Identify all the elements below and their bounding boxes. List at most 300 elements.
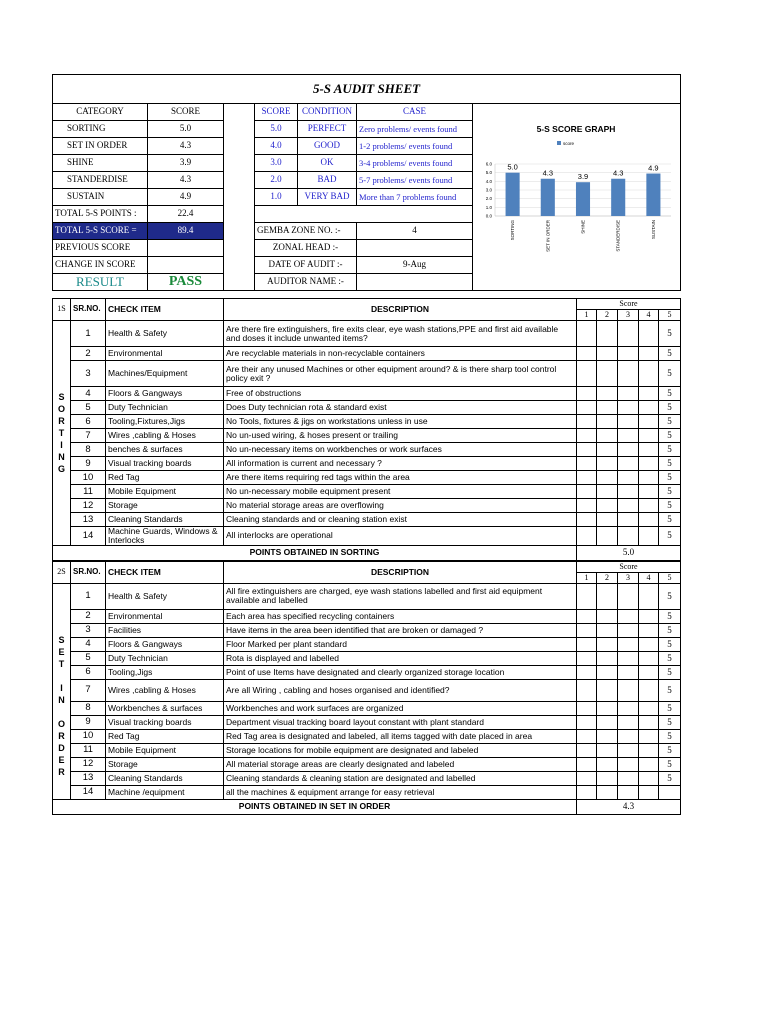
table-row [53,485,681,499]
y-tick-label: 5.0 [485,170,492,176]
sorting-items [53,321,681,546]
previous-score-label: PREVIOUS SCORE [53,240,148,257]
score-graph-cell [473,104,681,291]
score-cell-1[interactable] [577,513,597,527]
bar-value-label: 3.9 [577,172,589,182]
score-cell-5[interactable] [659,785,681,799]
score-cell-2[interactable] [597,771,618,785]
score-cell-1[interactable] [577,429,597,443]
item-number: 13 [71,771,106,785]
result-value: PASS [148,274,224,291]
item-number: 1 [71,321,106,347]
score-cell-5[interactable]: 5 [659,757,681,771]
table-row [53,513,681,527]
score-cell-1[interactable] [577,387,597,401]
header-table [52,74,681,291]
score-cell-2[interactable] [597,715,618,729]
sheet-title: 5-S AUDIT SHEET [53,75,681,104]
score-cell-3[interactable] [618,665,639,679]
item-number: 8 [71,443,106,457]
score-cell-4[interactable] [639,715,659,729]
item-number: 9 [71,457,106,471]
score-cell-5[interactable]: 5 [659,665,681,679]
legend-case-header: CASE [357,104,473,121]
item-description: Free of obstructions [224,387,577,401]
score-cell-3[interactable] [618,361,639,387]
score-cell-4[interactable] [639,347,659,361]
vertical-letter: E [58,755,65,766]
item-description: Storage locations for mobile equipment are designated and labeled [224,743,577,757]
score-cell-3[interactable] [618,757,639,771]
item-description: No un-necessary mobile equipment present [224,485,577,499]
summary-score: 4.3 [148,172,224,189]
item-description: All information is current and necessary ? [224,457,577,471]
auditor-name-value[interactable] [357,274,473,291]
score-cell-5[interactable]: 5 [659,701,681,715]
score-cell-3[interactable] [618,679,639,701]
total-score-value: 89.4 [148,223,224,240]
score-cell-3[interactable] [618,443,639,457]
item-number: 4 [71,637,106,651]
score-cell-5[interactable]: 5 [659,429,681,443]
check-item: Floors & Gangways [106,387,224,401]
score-cell-2[interactable] [597,609,618,623]
score-cell-5[interactable]: 5 [659,609,681,623]
score-cell-2[interactable] [597,583,618,609]
check-item: Red Tag [106,729,224,743]
score-cell-2[interactable] [597,729,618,743]
legend-case: Zero problems/ events found [357,121,473,138]
score-cell-3[interactable] [618,415,639,429]
score-graph [473,104,679,274]
table-row [53,583,681,609]
score-cell-4[interactable] [639,415,659,429]
score-cell-5[interactable]: 5 [659,347,681,361]
score-cell-5[interactable]: 5 [659,513,681,527]
item-number: 3 [71,623,106,637]
score-cell-3[interactable] [618,321,639,347]
item-number: 7 [71,679,106,701]
vertical-letter: N [58,695,65,706]
vertical-letter: I [60,439,63,450]
item-description: Floor Marked per plant standard [224,637,577,651]
item-number: 3 [71,361,106,387]
score-cell-4[interactable] [639,321,659,347]
change-score-label: CHANGE IN SCORE [53,257,148,274]
summary-category: SHINE [53,155,148,172]
section-total-value: 5.0 [577,545,681,560]
score-cell-2[interactable] [597,701,618,715]
bar-value-label: 4.3 [612,168,624,178]
item-description: No material storage areas are overflowing [224,499,577,513]
score-cell-1[interactable] [577,701,597,715]
check-item: Cleaning Standards [106,771,224,785]
score-cell-2[interactable] [597,429,618,443]
score-cell-1[interactable] [577,771,597,785]
bar [611,179,625,216]
vertical-letter: G [57,463,65,474]
score-cell-3[interactable] [618,347,639,361]
score-cell-2[interactable] [597,527,618,546]
score-cell-1[interactable] [577,485,597,499]
score-cell-3[interactable] [618,499,639,513]
table-row [53,743,681,757]
score-cell-4[interactable] [639,361,659,387]
legend-condition: VERY BAD [298,189,357,206]
score-cell-3[interactable] [618,715,639,729]
vertical-letter: S [58,635,65,646]
check-item: Duty Technician [106,401,224,415]
score-cell-1[interactable] [577,665,597,679]
x-tick-label: SUSTAIN [650,220,656,240]
check-item: Tooling,Jigs [106,665,224,679]
score-cell-4[interactable] [639,637,659,651]
score-cell-1[interactable] [577,583,597,609]
check-item: Machines/Equipment [106,361,224,387]
legend-swatch [557,141,561,145]
item-number: 4 [71,387,106,401]
score-cell-4[interactable] [639,443,659,457]
section-total-value: 4.3 [577,799,681,814]
item-description: Have items in the area been identified that are broken or damaged ? [224,623,577,637]
table-row [53,715,681,729]
item-description: No un-used wiring, & hoses present or trailing [224,429,577,443]
gemba-zone-label: GEMBA ZONE NO. :- [255,223,357,240]
score-cell-1[interactable] [577,361,597,387]
score-cell-4[interactable] [639,743,659,757]
y-tick-label: 4.0 [485,178,492,184]
score-cell-2[interactable] [597,361,618,387]
item-description: all the machines & equipment arrange for easy retrieval [224,785,577,799]
score-cell-5[interactable]: 5 [659,527,681,546]
score-cell-3[interactable] [618,401,639,415]
table-row [53,729,681,743]
table-row [53,347,681,361]
item-number: 1 [71,583,106,609]
item-description: Cleaning standards and or cleaning station exist [224,513,577,527]
table-row [53,771,681,785]
score-cell-4[interactable] [639,583,659,609]
score-cell-1[interactable] [577,715,597,729]
summary-category: STANDERDISE [53,172,148,189]
score-cell-5[interactable]: 5 [659,679,681,701]
score-cell-3[interactable] [618,623,639,637]
legend-condition: PERFECT [298,121,357,138]
set-in-order-items [53,583,681,799]
item-description: All fire extinguishers are charged, eye wash stations labelled and first aid equipment available and labelled [224,583,577,609]
table-row [53,665,681,679]
section-vertical-label [53,321,71,546]
score-cell-4[interactable] [639,771,659,785]
item-number: 12 [71,757,106,771]
check-item: Health & Safety [106,583,224,609]
score-cell-3[interactable] [618,701,639,715]
table-row [53,321,681,347]
item-number: 6 [71,415,106,429]
check-item: Visual tracking boards [106,715,224,729]
summary-category: SET IN ORDER [53,138,148,155]
score-cell-3[interactable] [618,471,639,485]
score-cell-3[interactable] [618,485,639,499]
score-cell-1[interactable] [577,401,597,415]
check-item: Floors & Gangways [106,637,224,651]
score-cell-4[interactable] [639,457,659,471]
score-cell-5[interactable]: 5 [659,715,681,729]
bar-value-label: 4.9 [648,163,659,173]
score-cell-3[interactable] [618,429,639,443]
score-cell-2[interactable] [597,471,618,485]
legend-case: 5-7 problems/ events found [357,172,473,189]
score-cell-3[interactable] [618,785,639,799]
score-cell-5[interactable]: 5 [659,651,681,665]
score-cell-4[interactable] [639,623,659,637]
legend-condition: BAD [298,172,357,189]
score-cell-1[interactable] [577,415,597,429]
score-cell-2[interactable] [597,623,618,637]
score-cell-5[interactable]: 5 [659,457,681,471]
item-number: 11 [71,485,106,499]
score-cell-3[interactable] [618,513,639,527]
legend-condition: OK [298,155,357,172]
score-cell-1[interactable] [577,609,597,623]
score-cell-5[interactable]: 5 [659,485,681,499]
gemba-zone-value[interactable]: 4 [357,223,473,240]
legend-case: More than 7 problems found [357,189,473,206]
category-header: CATEGORY [53,104,148,121]
score-group-header: Score [577,561,681,572]
score-cell-4[interactable] [639,679,659,701]
table-row [53,609,681,623]
sr-header: SR.NO. [71,561,106,583]
item-number: 11 [71,743,106,757]
score-cell-5[interactable]: 5 [659,361,681,387]
score-cell-3[interactable] [618,387,639,401]
score-cell-2[interactable] [597,513,618,527]
score-cell-4[interactable] [639,429,659,443]
score-cell-1[interactable] [577,757,597,771]
legend-score: 5.0 [255,121,298,138]
score-cell-2[interactable] [597,679,618,701]
score-cell-1[interactable] [577,679,597,701]
score-cell-2[interactable] [597,485,618,499]
bar [506,173,520,216]
score-cell-5[interactable]: 5 [659,623,681,637]
score-cell-2[interactable] [597,321,618,347]
summary-category: SORTING [53,121,148,138]
score-cell-2[interactable] [597,415,618,429]
score-cell-2[interactable] [597,743,618,757]
score-cell-5[interactable]: 5 [659,637,681,651]
y-tick-label: 6.0 [485,161,492,167]
score-cell-4[interactable] [639,785,659,799]
check-item: Storage [106,499,224,513]
table-row [53,443,681,457]
score-cell-5[interactable]: 5 [659,583,681,609]
score-cell-1[interactable] [577,457,597,471]
check-item: Cleaning Standards [106,513,224,527]
item-description: Cleaning standards & cleaning station are designated and labelled [224,771,577,785]
table-row [53,361,681,387]
score-cell-5[interactable]: 5 [659,743,681,757]
audit-sheet [52,74,680,815]
score-cell-1[interactable] [577,743,597,757]
item-number: 9 [71,715,106,729]
score-cell-5[interactable]: 5 [659,415,681,429]
score-cell-3[interactable] [618,583,639,609]
score-cell-1[interactable] [577,785,597,799]
score-cell-5[interactable]: 5 [659,321,681,347]
check-item: Workbenches & surfaces [106,701,224,715]
score-cell-1[interactable] [577,623,597,637]
item-number: 13 [71,513,106,527]
change-score-value[interactable] [148,257,224,274]
legend-case: 3-4 problems/ events found [357,155,473,172]
score-cell-4[interactable] [639,471,659,485]
score-cell-3[interactable] [618,743,639,757]
score-cell-2[interactable] [597,457,618,471]
score-cell-1[interactable] [577,499,597,513]
check-item: Visual tracking boards [106,457,224,471]
check-item: Environmental [106,609,224,623]
score-cell-2[interactable] [597,443,618,457]
score-cell-2[interactable] [597,499,618,513]
score-cell-1[interactable] [577,651,597,665]
table-row [53,499,681,513]
score-cell-1[interactable] [577,443,597,457]
section-tag: 1S [53,299,71,321]
score-cell-5[interactable]: 5 [659,443,681,457]
score-cell-3[interactable] [618,651,639,665]
score-cell-4[interactable] [639,387,659,401]
score-col-header: 4 [639,572,659,583]
item-description: Are all Wiring , cabling and hoses organised and identified? [224,679,577,701]
score-cell-2[interactable] [597,665,618,679]
check-item: Mobile Equipment [106,485,224,499]
check-item-header: CHECK ITEM [106,299,224,321]
y-tick-label: 3.0 [485,187,492,193]
score-cell-5[interactable]: 5 [659,387,681,401]
score-cell-4[interactable] [639,401,659,415]
item-description: Does Duty technician rota & standard exist [224,401,577,415]
item-description: Are there items requiring red tags within the area [224,471,577,485]
item-number: 2 [71,347,106,361]
score-cell-5[interactable]: 5 [659,729,681,743]
description-header: DESCRIPTION [224,561,577,583]
vertical-letter: R [58,767,65,778]
item-description: All material storage areas are clearly designated and labeled [224,757,577,771]
previous-score-value[interactable] [148,240,224,257]
score-cell-5[interactable]: 5 [659,471,681,485]
summary-score: 4.9 [148,189,224,206]
sr-header: SR.NO. [71,299,106,321]
summary-score: 5.0 [148,121,224,138]
score-col-header: 5 [659,310,681,321]
legend-label: score [563,141,575,146]
score-cell-3[interactable] [618,771,639,785]
score-col-header: 2 [597,572,618,583]
score-cell-2[interactable] [597,637,618,651]
score-cell-4[interactable] [639,609,659,623]
legend-score: 3.0 [255,155,298,172]
vertical-letter: O [57,403,65,414]
score-cell-4[interactable] [639,513,659,527]
item-description: All interlocks are operational [224,527,577,546]
table-row [53,401,681,415]
score-cell-1[interactable] [577,637,597,651]
section-total-label: POINTS OBTAINED IN SET IN ORDER [53,799,577,814]
score-cell-1[interactable] [577,527,597,546]
score-cell-4[interactable] [639,499,659,513]
score-cell-5[interactable]: 5 [659,499,681,513]
table-row [53,651,681,665]
score-cell-1[interactable] [577,321,597,347]
check-item: Red Tag [106,471,224,485]
score-cell-4[interactable] [639,729,659,743]
vertical-letter: T [58,659,65,670]
score-cell-2[interactable] [597,757,618,771]
x-tick-label: STANDERDISE [615,220,621,252]
score-col-header: 1 [577,572,597,583]
score-cell-4[interactable] [639,527,659,546]
score-cell-5[interactable]: 5 [659,401,681,415]
result-label: RESULT [53,274,148,291]
score-cell-5[interactable]: 5 [659,771,681,785]
score-cell-4[interactable] [639,757,659,771]
check-item: Tooling,Fixtures,Jigs [106,415,224,429]
score-cell-2[interactable] [597,401,618,415]
score-cell-3[interactable] [618,609,639,623]
score-cell-4[interactable] [639,485,659,499]
legend-score: 4.0 [255,138,298,155]
zonal-head-label: ZONAL HEAD :- [255,240,357,257]
score-cell-1[interactable] [577,471,597,485]
score-cell-4[interactable] [639,665,659,679]
vertical-letter: N [58,451,65,462]
item-description: Rota is displayed and labelled [224,651,577,665]
item-number: 10 [71,729,106,743]
item-description: Are recyclable materials in non-recyclable containers [224,347,577,361]
date-audit-value[interactable]: 9-Aug [357,257,473,274]
section-vertical-label [53,583,71,799]
score-cell-4[interactable] [639,651,659,665]
score-cell-2[interactable] [597,651,618,665]
score-cell-1[interactable] [577,729,597,743]
total-points-value: 22.4 [148,206,224,223]
score-cell-3[interactable] [618,637,639,651]
table-row [53,527,681,546]
score-cell-3[interactable] [618,527,639,546]
score-cell-3[interactable] [618,457,639,471]
score-col-header: 3 [618,310,639,321]
item-number: 7 [71,429,106,443]
bar [576,182,590,216]
table-row [53,457,681,471]
score-cell-4[interactable] [639,701,659,715]
check-item: benches & surfaces [106,443,224,457]
score-cell-3[interactable] [618,729,639,743]
score-cell-2[interactable] [597,387,618,401]
score-cell-2[interactable] [597,785,618,799]
y-tick-label: 1.0 [485,204,492,210]
table-row [53,623,681,637]
check-item: Duty Technician [106,651,224,665]
summary-category: SUSTAIN [53,189,148,206]
bar-value-label: 4.3 [542,168,554,178]
vertical-letter: S [58,391,65,402]
score-cell-1[interactable] [577,347,597,361]
score-cell-2[interactable] [597,347,618,361]
zonal-head-value[interactable] [357,240,473,257]
